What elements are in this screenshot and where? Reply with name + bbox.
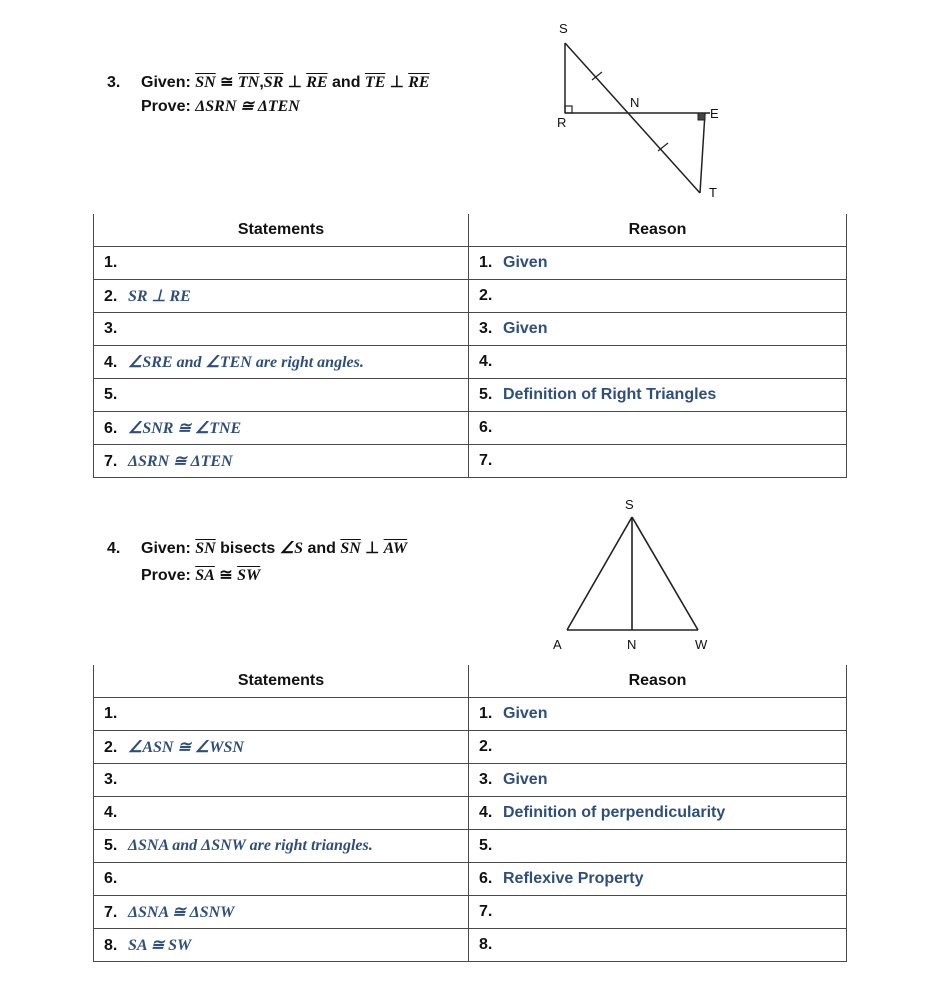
statement-cell[interactable]: [94, 379, 469, 412]
reason-text: Given: [503, 320, 548, 337]
table-row: [94, 731, 847, 764]
row-number: 5.: [104, 837, 118, 854]
row-number: 3.: [479, 320, 493, 337]
problem-3-diagram: [540, 15, 740, 205]
statement-text: SR ⊥ RE: [128, 288, 191, 305]
given-label: Given:: [141, 74, 191, 91]
prove-statement: ΔSRN ≅ ΔTEN: [195, 98, 300, 115]
segment-sa-line: [567, 517, 632, 630]
segment-sa: $\overline{SA}$: [195, 567, 215, 584]
bisects-word: bisects: [220, 540, 276, 557]
table-row: [94, 929, 847, 962]
statement-cell[interactable]: [94, 896, 469, 929]
reason-cell[interactable]: [469, 313, 847, 346]
reason-cell[interactable]: [469, 346, 847, 379]
table-row: [94, 280, 847, 313]
label-a: A: [553, 637, 562, 652]
reason-cell[interactable]: [469, 731, 847, 764]
congruent-symbol: ≅: [219, 567, 233, 584]
reason-text: Reflexive Property: [503, 870, 644, 887]
table-row: [94, 863, 847, 896]
problem-4-diagram: [540, 490, 730, 660]
reason-cell[interactable]: [469, 863, 847, 896]
row-number: 8.: [104, 937, 118, 954]
segment-re: $\overline{RE}$: [408, 74, 430, 91]
table-row: [94, 797, 847, 830]
row-number: 6.: [479, 419, 493, 436]
statement-text: ∠SNR ≅ ∠TNE: [128, 420, 242, 437]
row-number: 4.: [479, 353, 493, 370]
statement-cell[interactable]: [94, 247, 469, 280]
segment-te: $\overline{TE}$: [364, 74, 386, 91]
angle-s: ∠S: [279, 540, 303, 557]
row-number: 4.: [104, 804, 118, 821]
segment-st-line: [565, 43, 700, 193]
row-number: 5.: [479, 386, 493, 403]
row-number: 5.: [479, 837, 493, 854]
row-number: 2.: [104, 288, 118, 305]
row-number: 1.: [104, 254, 118, 271]
perpendicular-symbol: ⊥: [365, 540, 380, 557]
row-number: 1.: [479, 705, 493, 722]
row-number: 3.: [104, 320, 118, 337]
row-number: 6.: [104, 870, 118, 887]
table-row: [94, 346, 847, 379]
label-e: E: [710, 106, 719, 121]
row-number: 2.: [104, 739, 118, 756]
segment-aw: $\overline{AW}$: [383, 540, 408, 557]
right-angle-mark-r: [565, 106, 572, 113]
label-w: W: [695, 637, 708, 652]
problem-number: 4.: [107, 540, 121, 557]
table-header-row: [94, 665, 847, 698]
reason-cell[interactable]: [469, 830, 847, 863]
statement-text: SA ≅ SW: [128, 937, 192, 954]
reason-text: Definition of Right Triangles: [503, 386, 717, 403]
reason-cell[interactable]: [469, 929, 847, 962]
table-row: [94, 764, 847, 797]
statement-text: ΔSNA ≅ ΔSNW: [128, 904, 235, 921]
statement-cell[interactable]: [94, 280, 469, 313]
reason-header: Reason: [469, 665, 847, 698]
row-number: 1.: [104, 705, 118, 722]
label-n: N: [627, 637, 637, 652]
statement-cell[interactable]: [94, 698, 469, 731]
reason-cell[interactable]: [469, 379, 847, 412]
statement-cell[interactable]: [94, 445, 469, 478]
reason-cell[interactable]: [469, 445, 847, 478]
problem-4-given: [107, 538, 407, 558]
row-number: 8.: [479, 936, 493, 953]
row-number: 7.: [479, 452, 493, 469]
reason-text: Given: [503, 705, 548, 722]
prove-label: Prove:: [141, 98, 191, 115]
table-row: [94, 896, 847, 929]
statement-cell[interactable]: [94, 412, 469, 445]
given-label: Given:: [141, 540, 191, 557]
statement-cell[interactable]: [94, 731, 469, 764]
statement-cell[interactable]: [94, 797, 469, 830]
comma: ,: [259, 74, 264, 91]
segment-re: $\overline{RE}$: [306, 74, 328, 91]
congruent-symbol: ≅: [220, 74, 234, 91]
reason-text: Definition of perpendicularity: [503, 804, 726, 821]
segment-te-line: [700, 113, 705, 193]
problem-4-proof-table: [93, 665, 847, 962]
table-row: [94, 830, 847, 863]
label-n: N: [630, 95, 640, 110]
row-number: 5.: [104, 386, 118, 403]
and-word: and: [332, 74, 361, 91]
reason-cell[interactable]: [469, 280, 847, 313]
row-number: 7.: [104, 453, 118, 470]
table-row: [94, 247, 847, 280]
perpendicular-symbol: ⊥: [389, 74, 404, 91]
problem-number: 3.: [107, 74, 121, 91]
statement-cell[interactable]: [94, 764, 469, 797]
statement-text: ΔSNA and ΔSNW are right triangles.: [128, 837, 373, 854]
table-row: [94, 412, 847, 445]
statement-cell[interactable]: [94, 929, 469, 962]
segment-tn: $\overline{TN}$: [238, 74, 260, 91]
table-row: [94, 698, 847, 731]
reason-cell[interactable]: [469, 896, 847, 929]
reason-text: Given: [503, 771, 548, 788]
row-number: 3.: [479, 771, 493, 788]
label-r: R: [557, 115, 567, 130]
problem-3-proof-table: [93, 214, 847, 478]
row-number: 4.: [104, 354, 118, 371]
statement-cell[interactable]: [94, 830, 469, 863]
row-number: 4.: [479, 804, 493, 821]
row-number: 2.: [479, 287, 493, 304]
segment-sr: $\overline{SR}$: [263, 74, 284, 91]
segment-sn: $\overline{SN}$: [195, 74, 216, 91]
problem-3-given: [107, 72, 430, 92]
segment-sw: $\overline{SW}$: [237, 567, 261, 584]
statements-header: Statements: [94, 665, 469, 698]
reason-header: Reason: [469, 214, 847, 247]
label-t: T: [709, 185, 717, 200]
statements-header: Statements: [94, 214, 469, 247]
row-number: 2.: [479, 738, 493, 755]
label-s: S: [625, 497, 634, 512]
row-number: 7.: [479, 903, 493, 920]
reason-cell[interactable]: [469, 247, 847, 280]
reason-cell[interactable]: [469, 698, 847, 731]
label-s: S: [559, 21, 568, 36]
segment-sn: $\overline{SN}$: [340, 540, 361, 557]
row-number: 3.: [104, 771, 118, 788]
problem-3-prove: [141, 96, 300, 116]
table-row: [94, 313, 847, 346]
row-number: 6.: [479, 870, 493, 887]
table-row: [94, 445, 847, 478]
row-number: 6.: [104, 420, 118, 437]
row-number: 7.: [104, 904, 118, 921]
row-number: 1.: [479, 254, 493, 271]
statement-text: ∠ASN ≅ ∠WSN: [128, 739, 244, 756]
statement-text: ∠SRE and ∠TEN are right angles.: [128, 354, 364, 371]
problem-4-prove: [141, 565, 260, 585]
statement-cell[interactable]: [94, 313, 469, 346]
segment-sw-line: [632, 517, 698, 630]
reason-cell[interactable]: [469, 797, 847, 830]
reason-text: Given: [503, 254, 548, 271]
reason-cell[interactable]: [469, 412, 847, 445]
segment-sn: $\overline{SN}$: [195, 540, 216, 557]
table-header-row: [94, 214, 847, 247]
statement-text: ΔSRN ≅ ΔTEN: [128, 453, 233, 470]
statement-cell[interactable]: [94, 346, 469, 379]
and-word: and: [307, 540, 336, 557]
perpendicular-symbol: ⊥: [287, 74, 302, 91]
statement-cell[interactable]: [94, 863, 469, 896]
right-angle-mark-e: [698, 113, 705, 120]
reason-cell[interactable]: [469, 764, 847, 797]
prove-label: Prove:: [141, 567, 191, 584]
table-row: [94, 379, 847, 412]
